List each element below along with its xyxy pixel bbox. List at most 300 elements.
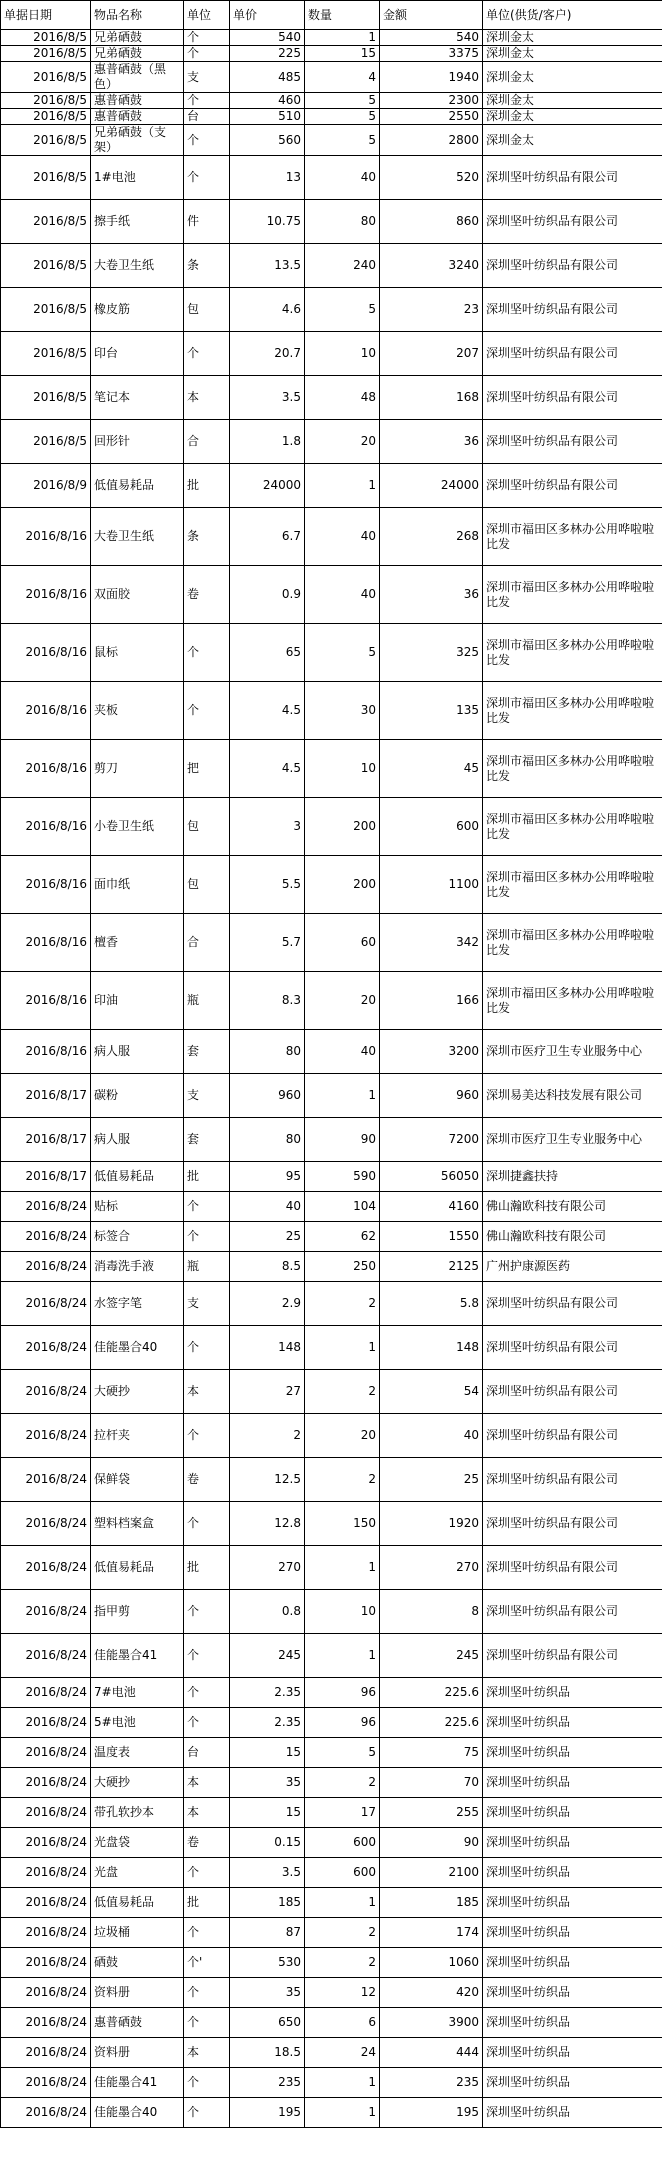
table-row (1, 376, 662, 420)
row-customer: 深圳市福田区多林办公用哗啦啦比发 (483, 856, 662, 914)
row-customer: 深圳市福田区多林办公用哗啦啦比发 (483, 972, 662, 1030)
row-customer: 深圳捷鑫扶持 (483, 1162, 662, 1192)
row-item: 资料册 (91, 1978, 184, 2008)
row-amount: 520 (380, 156, 483, 200)
row-amount: 195 (380, 2098, 483, 2128)
row-amount: 1940 (380, 62, 483, 93)
table-row (1, 1370, 662, 1414)
row-qty: 200 (305, 856, 380, 914)
row-price: 460 (230, 93, 305, 109)
table-row (1, 1074, 662, 1118)
row-customer: 深圳坚叶纺织品有限公司 (483, 1326, 662, 1370)
row-qty: 90 (305, 1118, 380, 1162)
row-qty: 2 (305, 1370, 380, 1414)
row-amount: 25 (380, 1458, 483, 1502)
row-qty: 24 (305, 2038, 380, 2068)
row-qty: 80 (305, 200, 380, 244)
row-amount: 54 (380, 1370, 483, 1414)
row-customer: 深圳坚叶纺织品有限公司 (483, 244, 662, 288)
row-price: 25 (230, 1222, 305, 1252)
row-amount: 2300 (380, 93, 483, 109)
table-row (1, 1798, 662, 1828)
row-qty: 1 (305, 1326, 380, 1370)
row-item: 碳粉 (91, 1074, 184, 1118)
row-date: 2016/8/24 (1, 1708, 91, 1738)
row-qty: 200 (305, 798, 380, 856)
row-customer: 深圳坚叶纺织品有限公司 (483, 1414, 662, 1458)
row-date: 2016/8/24 (1, 2008, 91, 2038)
table-row (1, 1948, 662, 1978)
row-unit: 本 (184, 376, 230, 420)
row-customer: 深圳坚叶纺织品有限公司 (483, 464, 662, 508)
row-price: 65 (230, 624, 305, 682)
row-amount: 7200 (380, 1118, 483, 1162)
table-row (1, 914, 662, 972)
row-amount: 36 (380, 566, 483, 624)
row-unit: 个' (184, 1948, 230, 1978)
row-qty: 20 (305, 1414, 380, 1458)
row-unit: 个 (184, 1708, 230, 1738)
row-customer: 深圳市福田区多林办公用哗啦啦比发 (483, 566, 662, 624)
row-unit: 本 (184, 2038, 230, 2068)
row-price: 270 (230, 1546, 305, 1590)
row-qty: 10 (305, 1590, 380, 1634)
row-qty: 150 (305, 1502, 380, 1546)
header-qty: 数量 (305, 1, 380, 30)
row-price: 185 (230, 1888, 305, 1918)
row-amount: 2125 (380, 1252, 483, 1282)
row-item: 硒鼓 (91, 1948, 184, 1978)
row-date: 2016/8/16 (1, 856, 91, 914)
table-row (1, 682, 662, 740)
row-unit: 卷 (184, 1828, 230, 1858)
row-unit: 个 (184, 1590, 230, 1634)
table-row (1, 2038, 662, 2068)
table-row (1, 46, 662, 62)
row-item: 低值易耗品 (91, 1888, 184, 1918)
row-customer: 深圳坚叶纺织品 (483, 1858, 662, 1888)
row-customer: 深圳市福田区多林办公用哗啦啦比发 (483, 798, 662, 856)
row-date: 2016/8/24 (1, 1222, 91, 1252)
row-customer: 深圳坚叶纺织品 (483, 1978, 662, 2008)
row-unit: 台 (184, 1738, 230, 1768)
row-date: 2016/8/17 (1, 1118, 91, 1162)
row-amount: 185 (380, 1888, 483, 1918)
row-unit: 瓶 (184, 1252, 230, 1282)
row-item: 佳能墨合40 (91, 1326, 184, 1370)
row-qty: 1 (305, 464, 380, 508)
table-row (1, 508, 662, 566)
row-date: 2016/8/24 (1, 1458, 91, 1502)
row-item: 擦手纸 (91, 200, 184, 244)
row-unit: 本 (184, 1798, 230, 1828)
row-customer: 深圳坚叶纺织品有限公司 (483, 1546, 662, 1590)
row-amount: 8 (380, 1590, 483, 1634)
row-date: 2016/8/24 (1, 1978, 91, 2008)
row-item: 佳能墨合40 (91, 2098, 184, 2128)
table-row (1, 1678, 662, 1708)
row-unit: 套 (184, 1118, 230, 1162)
row-customer: 深圳坚叶纺织品有限公司 (483, 420, 662, 464)
row-amount: 45 (380, 740, 483, 798)
row-price: 20.7 (230, 332, 305, 376)
row-date: 2016/8/24 (1, 1192, 91, 1222)
row-price: 18.5 (230, 2038, 305, 2068)
header-unit: 单位 (184, 1, 230, 30)
row-customer: 深圳坚叶纺织品有限公司 (483, 288, 662, 332)
row-qty: 2 (305, 1918, 380, 1948)
row-date: 2016/8/16 (1, 798, 91, 856)
table-row (1, 972, 662, 1030)
row-price: 13.5 (230, 244, 305, 288)
row-qty: 5 (305, 288, 380, 332)
table-row (1, 1162, 662, 1192)
table-row (1, 856, 662, 914)
row-amount: 3375 (380, 46, 483, 62)
row-amount: 148 (380, 1326, 483, 1370)
row-date: 2016/8/5 (1, 200, 91, 244)
row-customer: 深圳金太 (483, 30, 662, 46)
row-date: 2016/8/5 (1, 62, 91, 93)
row-qty: 17 (305, 1798, 380, 1828)
row-qty: 2 (305, 1948, 380, 1978)
row-unit: 条 (184, 508, 230, 566)
table-row (1, 1546, 662, 1590)
row-price: 95 (230, 1162, 305, 1192)
row-amount: 75 (380, 1738, 483, 1768)
row-amount: 225.6 (380, 1708, 483, 1738)
row-date: 2016/8/24 (1, 2038, 91, 2068)
row-amount: 166 (380, 972, 483, 1030)
row-customer: 深圳市福田区多林办公用哗啦啦比发 (483, 624, 662, 682)
row-date: 2016/8/16 (1, 740, 91, 798)
row-unit: 条 (184, 244, 230, 288)
row-customer: 深圳坚叶纺织品有限公司 (483, 1634, 662, 1678)
row-qty: 30 (305, 682, 380, 740)
table-row (1, 1590, 662, 1634)
table-body (1, 30, 662, 2128)
row-price: 3.5 (230, 376, 305, 420)
row-item: 温度表 (91, 1738, 184, 1768)
row-price: 2.35 (230, 1708, 305, 1738)
row-qty: 40 (305, 156, 380, 200)
row-customer: 深圳市福田区多林办公用哗啦啦比发 (483, 740, 662, 798)
row-price: 485 (230, 62, 305, 93)
row-amount: 342 (380, 914, 483, 972)
row-unit: 批 (184, 1888, 230, 1918)
row-price: 15 (230, 1738, 305, 1768)
row-date: 2016/8/24 (1, 1282, 91, 1326)
row-qty: 5 (305, 93, 380, 109)
row-customer: 深圳市福田区多林办公用哗啦啦比发 (483, 508, 662, 566)
header-item: 物品名称 (91, 1, 184, 30)
row-customer: 佛山瀚欧科技有限公司 (483, 1222, 662, 1252)
table-row (1, 244, 662, 288)
row-date: 2016/8/9 (1, 464, 91, 508)
row-date: 2016/8/24 (1, 1798, 91, 1828)
row-price: 0.15 (230, 1828, 305, 1858)
row-qty: 60 (305, 914, 380, 972)
row-item: 标签合 (91, 1222, 184, 1252)
table-row (1, 1222, 662, 1252)
row-unit: 个 (184, 332, 230, 376)
row-unit: 合 (184, 914, 230, 972)
header-price: 单价 (230, 1, 305, 30)
header-row (1, 1, 662, 30)
row-customer: 深圳坚叶纺织品 (483, 1798, 662, 1828)
row-item: 塑料档案盒 (91, 1502, 184, 1546)
row-price: 0.9 (230, 566, 305, 624)
table-row (1, 2098, 662, 2128)
table-row (1, 1888, 662, 1918)
table-row (1, 1768, 662, 1798)
row-price: 148 (230, 1326, 305, 1370)
row-unit: 个 (184, 1414, 230, 1458)
row-unit: 个 (184, 125, 230, 156)
row-unit: 个 (184, 2068, 230, 2098)
row-amount: 255 (380, 1798, 483, 1828)
row-customer: 广州护康源医药 (483, 1252, 662, 1282)
row-qty: 2 (305, 1282, 380, 1326)
row-price: 80 (230, 1030, 305, 1074)
row-price: 540 (230, 30, 305, 46)
row-date: 2016/8/24 (1, 1888, 91, 1918)
row-customer: 深圳坚叶纺织品有限公司 (483, 200, 662, 244)
row-price: 225 (230, 46, 305, 62)
row-unit: 瓶 (184, 972, 230, 1030)
table-row (1, 1828, 662, 1858)
row-amount: 2800 (380, 125, 483, 156)
row-price: 4.6 (230, 288, 305, 332)
row-customer: 深圳坚叶纺织品有限公司 (483, 376, 662, 420)
row-unit: 个 (184, 1678, 230, 1708)
row-date: 2016/8/24 (1, 1678, 91, 1708)
row-date: 2016/8/16 (1, 1030, 91, 1074)
row-price: 1.8 (230, 420, 305, 464)
row-qty: 250 (305, 1252, 380, 1282)
row-amount: 3900 (380, 2008, 483, 2038)
row-customer: 深圳金太 (483, 109, 662, 125)
row-customer: 深圳坚叶纺织品 (483, 1828, 662, 1858)
row-unit: 件 (184, 200, 230, 244)
row-customer: 深圳金太 (483, 93, 662, 109)
row-item: 双面胶 (91, 566, 184, 624)
row-date: 2016/8/24 (1, 1858, 91, 1888)
row-amount: 36 (380, 420, 483, 464)
row-price: 35 (230, 1768, 305, 1798)
row-amount: 1060 (380, 1948, 483, 1978)
row-customer: 深圳金太 (483, 125, 662, 156)
table-row (1, 1030, 662, 1074)
row-amount: 420 (380, 1978, 483, 2008)
row-amount: 960 (380, 1074, 483, 1118)
table-row (1, 1634, 662, 1678)
row-amount: 270 (380, 1546, 483, 1590)
row-customer: 深圳坚叶纺织品 (483, 1948, 662, 1978)
row-qty: 10 (305, 332, 380, 376)
row-item: 夹板 (91, 682, 184, 740)
row-item: 带孔软抄本 (91, 1798, 184, 1828)
row-unit: 个 (184, 1858, 230, 1888)
row-customer: 深圳坚叶纺织品 (483, 1768, 662, 1798)
row-amount: 56050 (380, 1162, 483, 1192)
row-qty: 4 (305, 62, 380, 93)
row-qty: 96 (305, 1708, 380, 1738)
table-row (1, 62, 662, 93)
row-customer: 深圳金太 (483, 46, 662, 62)
row-qty: 48 (305, 376, 380, 420)
row-customer: 深圳坚叶纺织品 (483, 1678, 662, 1708)
row-date: 2016/8/24 (1, 1326, 91, 1370)
row-amount: 40 (380, 1414, 483, 1458)
row-qty: 1 (305, 1074, 380, 1118)
table-row (1, 464, 662, 508)
row-customer: 深圳市福田区多林办公用哗啦啦比发 (483, 682, 662, 740)
row-amount: 245 (380, 1634, 483, 1678)
row-unit: 包 (184, 856, 230, 914)
row-item: 低值易耗品 (91, 1162, 184, 1192)
row-date: 2016/8/5 (1, 244, 91, 288)
row-unit: 个 (184, 93, 230, 109)
row-date: 2016/8/17 (1, 1162, 91, 1192)
row-date: 2016/8/16 (1, 972, 91, 1030)
row-customer: 深圳坚叶纺织品 (483, 1888, 662, 1918)
row-qty: 15 (305, 46, 380, 62)
row-date: 2016/8/5 (1, 288, 91, 332)
row-qty: 40 (305, 1030, 380, 1074)
row-price: 3 (230, 798, 305, 856)
row-item: 消毒洗手液 (91, 1252, 184, 1282)
row-date: 2016/8/5 (1, 332, 91, 376)
row-amount: 70 (380, 1768, 483, 1798)
row-qty: 20 (305, 420, 380, 464)
table-row (1, 420, 662, 464)
row-item: 檀香 (91, 914, 184, 972)
row-amount: 235 (380, 2068, 483, 2098)
row-price: 24000 (230, 464, 305, 508)
row-customer: 深圳坚叶纺织品有限公司 (483, 1590, 662, 1634)
row-amount: 23 (380, 288, 483, 332)
row-customer: 深圳金太 (483, 62, 662, 93)
row-item: 7#电池 (91, 1678, 184, 1708)
row-qty: 590 (305, 1162, 380, 1192)
row-date: 2016/8/24 (1, 1252, 91, 1282)
row-customer: 深圳坚叶纺织品 (483, 1918, 662, 1948)
row-date: 2016/8/24 (1, 1738, 91, 1768)
row-customer: 佛山瀚欧科技有限公司 (483, 1192, 662, 1222)
table-row (1, 1502, 662, 1546)
row-unit: 本 (184, 1370, 230, 1414)
row-item: 大卷卫生纸 (91, 244, 184, 288)
row-customer: 深圳坚叶纺织品 (483, 2068, 662, 2098)
row-date: 2016/8/17 (1, 1074, 91, 1118)
row-amount: 168 (380, 376, 483, 420)
header-date: 单据日期 (1, 1, 91, 30)
row-price: 12.5 (230, 1458, 305, 1502)
row-item: 1#电池 (91, 156, 184, 200)
row-date: 2016/8/24 (1, 1502, 91, 1546)
row-unit: 个 (184, 1918, 230, 1948)
row-amount: 444 (380, 2038, 483, 2068)
row-price: 27 (230, 1370, 305, 1414)
row-qty: 2 (305, 1458, 380, 1502)
row-price: 10.75 (230, 200, 305, 244)
table-row (1, 1414, 662, 1458)
row-item: 印油 (91, 972, 184, 1030)
table-row (1, 1326, 662, 1370)
row-qty: 12 (305, 1978, 380, 2008)
table-row (1, 93, 662, 109)
table-row (1, 2068, 662, 2098)
row-price: 2.9 (230, 1282, 305, 1326)
row-item: 面巾纸 (91, 856, 184, 914)
table-row (1, 1192, 662, 1222)
row-qty: 10 (305, 740, 380, 798)
row-amount: 540 (380, 30, 483, 46)
row-price: 40 (230, 1192, 305, 1222)
table-row (1, 156, 662, 200)
row-qty: 104 (305, 1192, 380, 1222)
row-item: 拉杆夹 (91, 1414, 184, 1458)
row-amount: 5.8 (380, 1282, 483, 1326)
row-unit: 卷 (184, 566, 230, 624)
row-customer: 深圳坚叶纺织品 (483, 1708, 662, 1738)
row-item: 垃圾桶 (91, 1918, 184, 1948)
row-qty: 1 (305, 30, 380, 46)
row-price: 80 (230, 1118, 305, 1162)
table-row (1, 1858, 662, 1888)
table-row (1, 2008, 662, 2038)
row-date: 2016/8/5 (1, 46, 91, 62)
row-amount: 207 (380, 332, 483, 376)
row-qty: 600 (305, 1828, 380, 1858)
row-amount: 325 (380, 624, 483, 682)
row-unit: 包 (184, 288, 230, 332)
row-item: 鼠标 (91, 624, 184, 682)
table-row (1, 1978, 662, 2008)
row-unit: 个 (184, 2008, 230, 2038)
row-customer: 深圳坚叶纺织品 (483, 2038, 662, 2068)
row-unit: 支 (184, 1282, 230, 1326)
row-date: 2016/8/24 (1, 2098, 91, 2128)
row-price: 0.8 (230, 1590, 305, 1634)
row-item: 印台 (91, 332, 184, 376)
row-unit: 个 (184, 624, 230, 682)
row-unit: 包 (184, 798, 230, 856)
row-date: 2016/8/5 (1, 125, 91, 156)
row-unit: 个 (184, 1978, 230, 2008)
row-date: 2016/8/24 (1, 1634, 91, 1678)
table-row (1, 125, 662, 156)
row-price: 12.8 (230, 1502, 305, 1546)
row-customer: 深圳坚叶纺织品有限公司 (483, 1502, 662, 1546)
row-unit: 个 (184, 682, 230, 740)
row-date: 2016/8/5 (1, 30, 91, 46)
row-amount: 600 (380, 798, 483, 856)
row-customer: 深圳坚叶纺织品 (483, 2098, 662, 2128)
row-qty: 62 (305, 1222, 380, 1252)
row-item: 贴标 (91, 1192, 184, 1222)
row-unit: 个 (184, 1502, 230, 1546)
row-item: 惠普硒鼓 (91, 2008, 184, 2038)
row-price: 35 (230, 1978, 305, 2008)
row-price: 6.7 (230, 508, 305, 566)
row-item: 保鲜袋 (91, 1458, 184, 1502)
row-date: 2016/8/24 (1, 1546, 91, 1590)
row-qty: 1 (305, 2098, 380, 2128)
row-unit: 批 (184, 464, 230, 508)
table-row (1, 1282, 662, 1326)
